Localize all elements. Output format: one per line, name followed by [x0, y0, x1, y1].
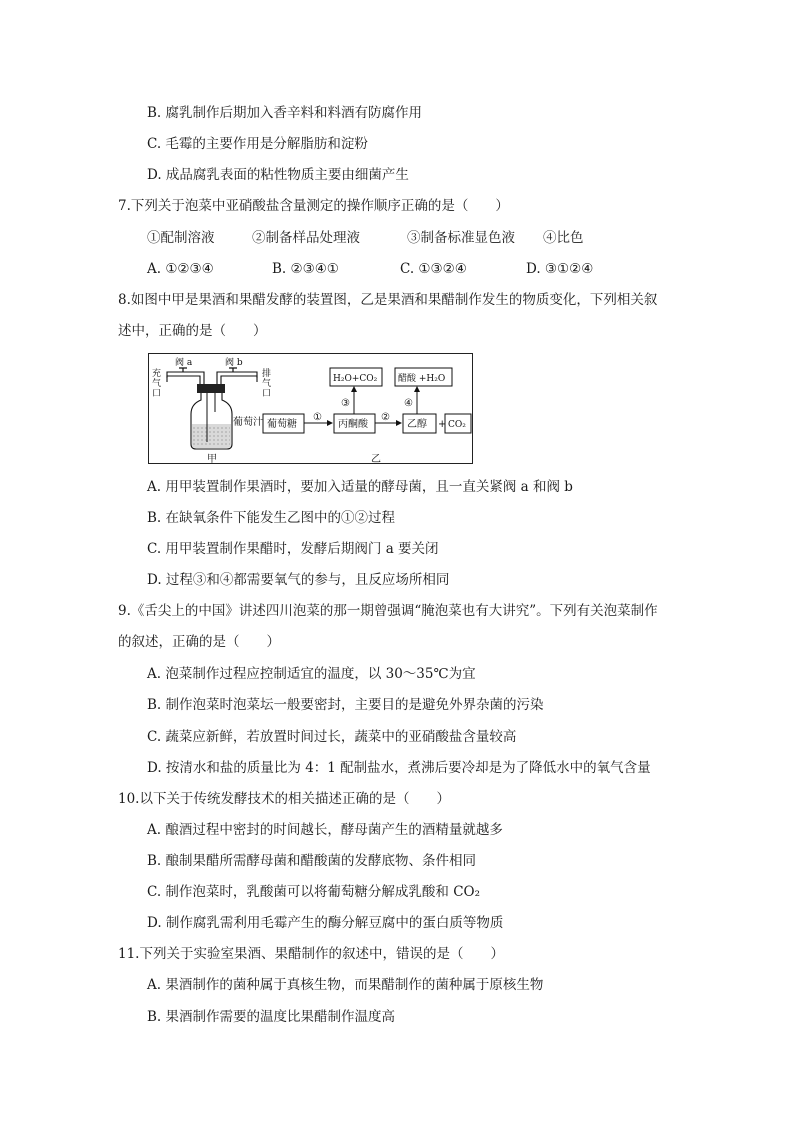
- valve-b-label: 阀 b: [225, 358, 243, 368]
- label-jia: 甲: [207, 454, 217, 465]
- q7-option-d: D. ③①②④: [526, 261, 594, 277]
- step-2-label: ②: [381, 412, 390, 423]
- step-1-label: ①: [313, 412, 322, 423]
- q6-option-c: C. 毛霉的主要作用是分解脂肪和淀粉: [147, 136, 368, 152]
- label-yi: 乙: [371, 454, 381, 465]
- outlet-char-2: 气: [262, 379, 272, 389]
- q8-option-d: D. 过程③和④都需要氧气的参与，且反应场所相同: [147, 572, 450, 588]
- diagram-svg: [149, 354, 474, 465]
- q9-option-b: B. 制作泡菜时泡菜坛一般要密封，主要目的是避免外界杂菌的污染: [147, 697, 544, 713]
- q11-option-a: A. 果酒制作的菌种属于真核生物，而果醋制作的菌种属于原核生物: [147, 977, 544, 993]
- co2-box: CO₂: [448, 420, 466, 430]
- q9-option-c: C. 蔬菜应新鲜，若放置时间过长，蔬菜中的亚硝酸盐含量较高: [147, 729, 517, 745]
- q9-stem-line2: 的叙述，正确的是（ ）: [118, 634, 280, 650]
- q7-option-a: A. ①②③④: [147, 261, 214, 277]
- apparatus-jia: [152, 356, 271, 465]
- q8-stem-line2: 述中，正确的是（ ）: [118, 323, 267, 339]
- q11-stem: 11.下列关于实验室果酒、果醋制作的叙述中，错误的是（ ）: [118, 946, 504, 962]
- q7-option-b: B. ②③④①: [272, 261, 339, 277]
- pathway-yi: [263, 368, 471, 465]
- plus-sign: +: [438, 419, 447, 430]
- q6-option-d: D. 成品腐乳表面的粘性物质主要由细菌产生: [147, 167, 409, 183]
- q9-option-d: D. 按清水和盐的质量比为 4：1 配制盐水，煮沸后要冷却是为了降低水中的氧气含量: [147, 760, 651, 776]
- inlet-char-2: 气: [152, 379, 162, 389]
- step-4-label: ④: [404, 398, 413, 409]
- q10-stem: 10.以下关于传统发酵技术的相关描述正确的是（ ）: [118, 791, 450, 807]
- outlet-char-3: 口: [262, 389, 272, 399]
- pyruvate-box: 丙酮酸: [338, 419, 368, 430]
- valve-a-label: 阀 a: [175, 358, 193, 368]
- vinegar-box: 醋酸 +H₂O: [398, 374, 446, 384]
- inlet-char-3: 口: [152, 389, 162, 399]
- valve-b-icon: [229, 368, 237, 372]
- q8-option-c: C. 用甲装置制作果醋时，发酵后期阀门 a 要关闭: [147, 541, 439, 557]
- q8-stem-line1: 8.如图中甲是果酒和果醋发酵的装置图，乙是果酒和果醋制作发生的物质变化，下列相关叙: [118, 292, 658, 308]
- valve-a-icon: [179, 368, 187, 372]
- q7-stem: 7.下列关于泡菜中亚硝酸盐含量测定的操作顺序正确的是（ ）: [118, 198, 509, 214]
- q10-option-b: B. 酿制果醋所需酵母菌和醋酸菌的发酵底物、条件相同: [147, 853, 477, 869]
- q10-option-d: D. 制作腐乳需利用毛霉产生的酶分解豆腐中的蛋白质等物质: [147, 915, 504, 931]
- outlet-char-1: 排: [262, 369, 272, 379]
- q10-option-c: C. 制作泡菜时，乳酸菌可以将葡萄糖分解成乳酸和 CO₂: [147, 884, 481, 900]
- q9-option-a: A. 泡菜制作过程应控制适宜的温度，以 30～35℃为宜: [147, 666, 476, 682]
- step-3-label: ③: [341, 398, 350, 409]
- q11-option-b: B. 果酒制作需要的温度比果醋制作温度高: [147, 1009, 396, 1025]
- q7-step-2: ②制备样品处理液: [252, 230, 360, 246]
- q6-option-b: B. 腐乳制作后期加入香辛料和料酒有防腐作用: [147, 105, 423, 121]
- q10-option-a: A. 酿酒过程中密封的时间越长，酵母菌产生的酒精量就越多: [147, 822, 503, 838]
- q7-steps: [0, 228, 794, 248]
- grape-juice-label: 葡萄汁: [233, 417, 263, 428]
- q7-step-4: ④比色: [543, 230, 584, 246]
- glucose-box: 葡萄糖: [267, 419, 297, 430]
- ethanol-box: 乙醇: [407, 419, 427, 430]
- q7-options: [0, 259, 794, 279]
- q7-step-1: ①配制溶液: [147, 230, 215, 246]
- q7-step-3: ③制备标准显色液: [407, 230, 515, 246]
- inlet-char-1: 充: [152, 369, 162, 379]
- q8-option-b: B. 在缺氧条件下能发生乙图中的①②过程: [147, 510, 396, 526]
- q8-option-a: A. 用甲装置制作果酒时，要加入适量的酵母菌，且一直关紧阀 a 和阀 b: [147, 479, 573, 495]
- fermentation-diagram: [148, 353, 473, 464]
- h2o-co2-box: H₂O+CO₂: [333, 374, 378, 384]
- q7-option-c: C. ①③②④: [400, 261, 467, 277]
- q9-stem-line1: 9.《舌尖上的中国》讲述四川泡菜的那一期曾强调“腌泡菜也有大讲究”。下列有关泡菜制作: [118, 603, 658, 619]
